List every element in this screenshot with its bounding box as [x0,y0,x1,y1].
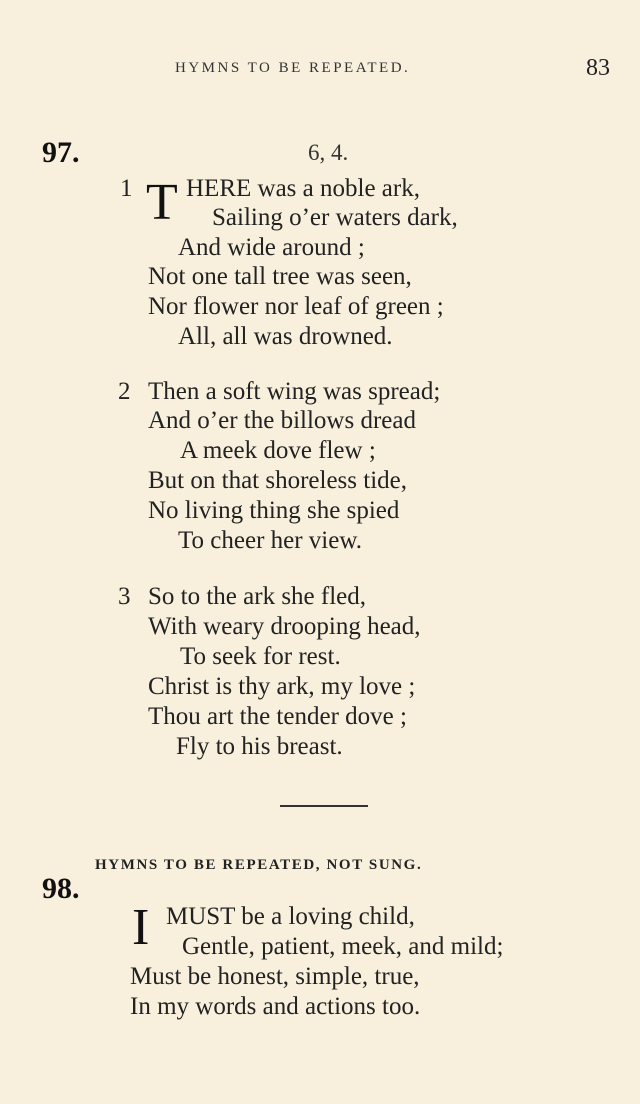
verse-line: No living thing she spied [148,497,400,524]
page-number: 83 [586,55,610,81]
verse-line: Gentle, patient, meek, and mild; [182,933,504,960]
stanza-number-3: 3 [118,583,131,610]
drop-cap-t: T [146,174,178,231]
section-heading: HYMNS TO BE REPEATED, NOT SUNG. [95,857,423,873]
verse-line: Sailing o’er waters dark, [212,204,458,231]
stanza-number-1: 1 [120,175,133,202]
hymn-number-98: 98. [42,872,80,905]
verse-line: Then a soft wing was spread; [148,378,441,405]
hymn-number-97: 97. [42,136,80,169]
verse-line: Christ is thy ark, my love ; [148,673,416,700]
verse-line: With weary drooping head, [148,613,421,640]
verse-line: Thou art the tender dove ; [148,703,407,730]
verse-line: Must be honest, simple, true, [130,963,420,990]
verse-line: To seek for rest. [180,643,341,670]
stanza-number-2: 2 [118,378,131,405]
verse-line: All, all was drowned. [178,323,393,350]
verse-line: And o’er the billows dread [148,407,416,434]
running-head: HYMNS TO BE REPEATED. [175,60,411,76]
hymn-meter: 6, 4. [308,140,349,165]
verse-line: But on that shoreless tide, [148,467,407,494]
drop-cap-i: I [132,899,150,956]
verse-line: To cheer her view. [178,527,363,554]
verse-line: Nor flower nor leaf of green ; [148,293,444,320]
verse-line: In my words and actions too. [130,993,421,1020]
verse-line: Fly to his breast. [176,733,343,760]
verse-line: And wide around ; [178,234,365,261]
verse-line: HERE was a noble ark, [186,175,420,202]
section-divider [280,805,368,807]
verse-line: MUST be a loving child, [166,903,415,930]
verse-line: So to the ark she fled, [148,583,367,610]
verse-line: Not one tall tree was seen, [148,263,412,290]
verse-line: A meek dove flew ; [180,437,376,464]
